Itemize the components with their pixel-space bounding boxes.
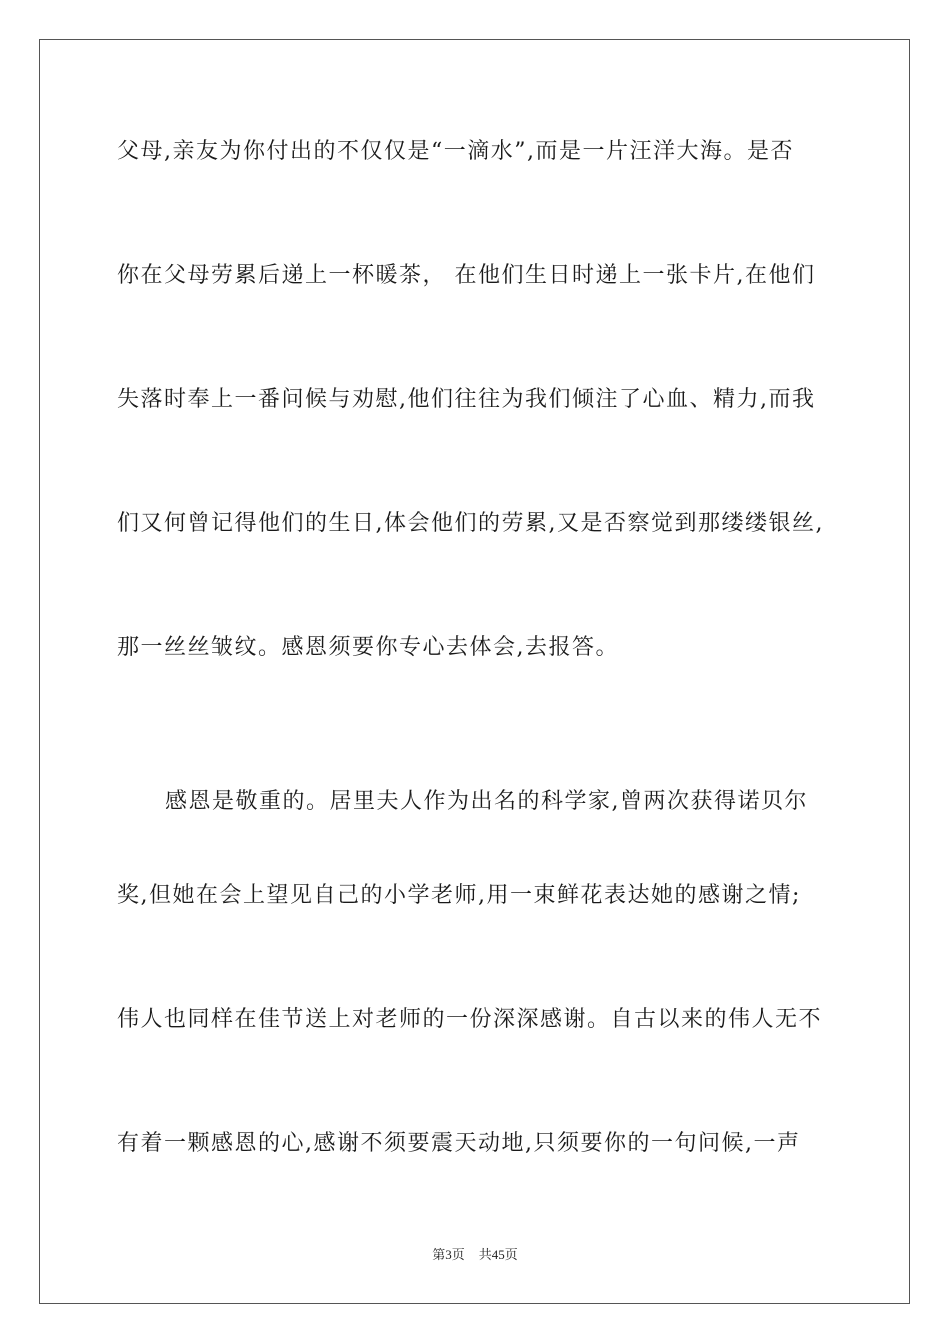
text-line: 伟人也同样在佳节送上对老师的一份深深感谢。自古以来的伟人无不 bbox=[117, 1007, 823, 1032]
page-border bbox=[39, 39, 910, 1304]
text-line: 有着一颗感恩的心,感谢不须要震天动地,只须要你的一句问候,一声 bbox=[117, 1131, 801, 1156]
text-line: 你在父母劳累后递上一杯暖茶， 在他们生日时递上一张卡片,在他们 bbox=[117, 263, 816, 288]
text-line: 奖,但她在会上望见自己的小学老师,用一束鲜花表达她的感谢之情; bbox=[117, 883, 801, 908]
text-line: 那一丝丝皱纹。感恩须要你专心去体会,去报答。 bbox=[117, 635, 619, 660]
page-total: 共45页 bbox=[478, 1247, 518, 1262]
page-footer bbox=[0, 1246, 950, 1264]
text-line: 们又何曾记得他们的生日,体会他们的劳累,又是否察觉到那缕缕银丝, bbox=[117, 511, 824, 536]
paragraph-first-line: 感恩是敬重的。居里夫人作为出名的科学家,曾两次获得诺贝尔 bbox=[165, 789, 808, 814]
text-line: 父母,亲友为你付出的不仅仅是“一滴水”,而是一片汪洋大海。是否 bbox=[117, 139, 794, 164]
page-number: 第3页 bbox=[432, 1247, 465, 1262]
text-line: 失落时奉上一番问候与劝慰,他们往往为我们倾注了心血、精力,而我 bbox=[117, 387, 816, 412]
